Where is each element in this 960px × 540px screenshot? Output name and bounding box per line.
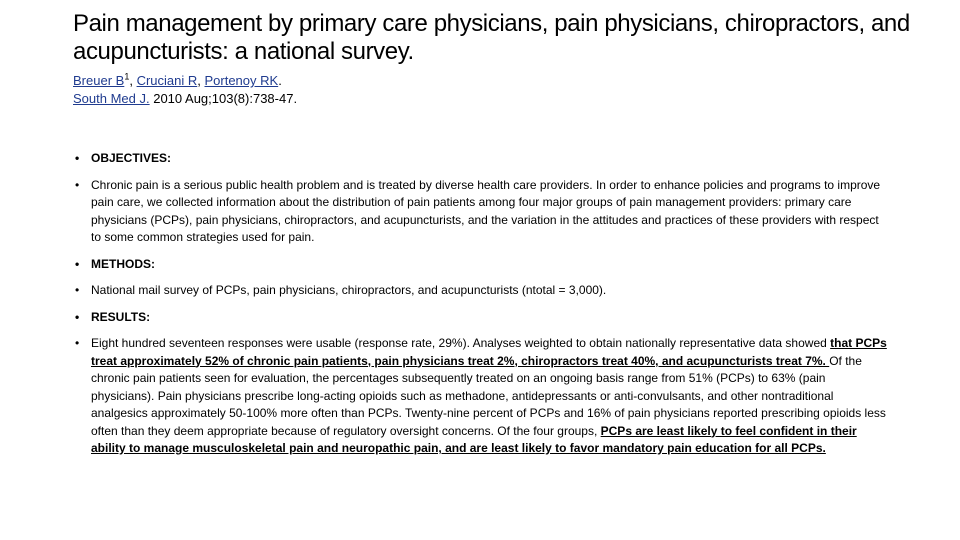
objectives-text: Chronic pain is a serious public health problem and is treated by diverse health care providers. In order to enhance policies and programs to improve pain care, we collected information about the distribution of pain patients among four major groups of pain management providers: primary care physicians (PCPs), pain physicians, chiropractors, and acupuncturists, and the variation in the attitudes and practices of these providers with respect to some common strategies used for pain. (91, 177, 881, 244)
bullet-icon: • (75, 151, 80, 165)
list-item-methods-head (73, 256, 888, 274)
results-highlight-2: PCPs are least likely to feel confident in their ability to manage musculoskeletal pain and neuropathic pain, and are least likely to favor mandatory pain education for all PCPs. (91, 423, 857, 455)
author-separator: . (278, 73, 282, 88)
author-line (73, 72, 773, 90)
results-text-part: Of the chronic pain patients seen for evaluation, the percentages subsequently treated on an ongoing basis range from 51% (PCPs) to 63% (pain physicians). Pain physicians prescribe long-acting opioids such as methadone, antidepressants or anti-convulsants, and other nontraditional analgesics approximately 50-100% more often than PCPs. Twenty-nine percent of PCPs and 16% of pain physicians reported prescribing opioids less often than they deem appropriate because of regulatory oversight concerns. Of the four groups, (91, 353, 886, 438)
list-item-objectives-text (73, 177, 888, 247)
bullet-icon: • (75, 256, 80, 271)
list-item-objectives-head (73, 150, 888, 168)
author-link-1[interactable]: Breuer B (73, 73, 125, 88)
list-item-methods-text (73, 282, 888, 300)
list-item-results-head (73, 309, 888, 327)
journal-citation: 2010 Aug;103(8):738-47. (149, 91, 298, 106)
journal-link[interactable]: South Med J. (73, 91, 150, 106)
results-heading: RESULTS: (91, 309, 151, 324)
author-affiliation-sup: 1 (124, 71, 130, 82)
methods-text: National mail survey of PCPs, pain physicians, chiropractors, and acupuncturists (ntotal = 3,000). (91, 283, 607, 297)
journal-line (73, 90, 773, 108)
bullet-icon: • (75, 309, 80, 324)
results-highlight-1: that PCPs treat approximately 52% of chronic pain patients, pain physicians treat 2%, chiropractors treat 40%, and acupuncturists treat 7%. (91, 336, 887, 368)
abstract-list (73, 150, 888, 467)
objectives-heading: OBJECTIVES: (91, 151, 172, 165)
results-text-part: Eight hundred seventeen responses were usable (response rate, 29%). Analyses weighted to obtain nationally representative data showed (91, 336, 831, 350)
list-item-results-text (73, 335, 888, 458)
bullet-icon: • (75, 177, 80, 192)
author-link-3[interactable]: Portenoy RK (204, 73, 279, 88)
methods-heading: METHODS: (91, 256, 155, 271)
results-text (91, 336, 887, 455)
author-separator: , (197, 73, 205, 88)
citation-block (73, 72, 773, 108)
bullet-icon: • (75, 283, 80, 297)
page-title: Pain management by primary care physicians, pain physicians, chiropractors, and acupuncturists: a national survey. (73, 10, 910, 65)
bullet-icon: • (75, 336, 80, 350)
author-link-2[interactable]: Cruciani R (136, 73, 198, 88)
author-separator: , (129, 73, 137, 88)
